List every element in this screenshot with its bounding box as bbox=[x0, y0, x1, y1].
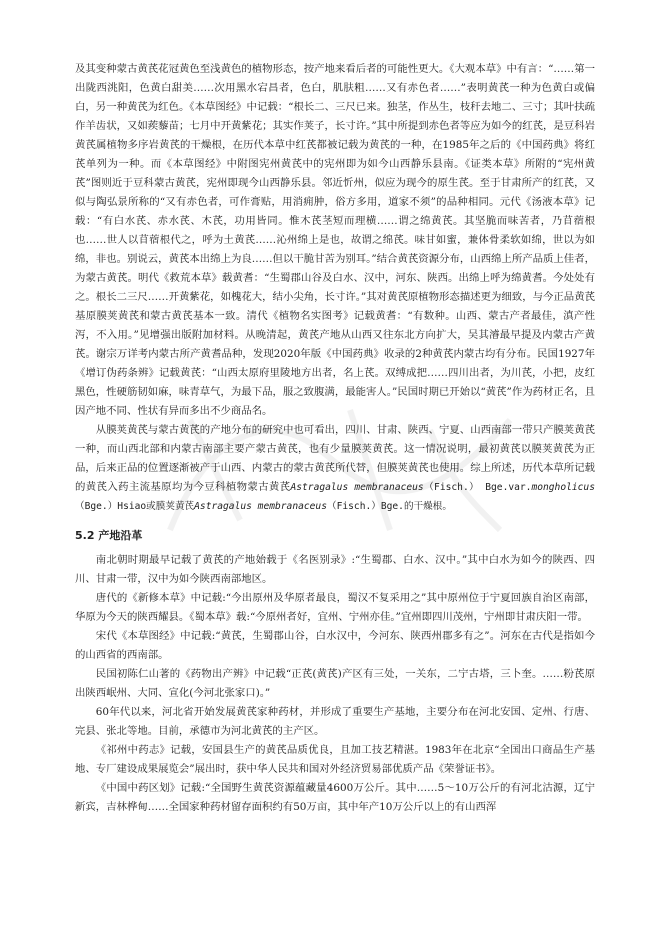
latin-name-2: mongholicus bbox=[531, 482, 595, 493]
paragraph-species-conclusion bbox=[75, 421, 595, 516]
latin-name-1: Astragalus membranaceus bbox=[290, 482, 424, 493]
paragraph-qizhou: 《祁州中药志》记载，安国县生产的黄芪品质优良，且加工技艺精湛。1983年在北京“全国出口商品生产基地、专厂建设成果展览会”展出时，获中华人民共和国对外经济贸易部优质产品《荣誉证书》。 bbox=[75, 744, 595, 775]
section-heading: 5.2 产地沿革 bbox=[75, 529, 143, 542]
paragraph-1960s: 60年代以来，河北省开始发展黄芪家种药材，并形成了重要生产基地，主要分布在河北安国、定州、行唐、完县、张北等地。目前，承德市为河北黄芪的主产区。 bbox=[75, 706, 595, 737]
paragraph-song: 宋代《本草图经》中记载:“黄芪，生蜀郡山谷，白水汉中，今河东、陕西州郡多有之”。河东在古代是指如今的山西省的西南部。 bbox=[75, 630, 595, 661]
paragraph-republic: 民国初陈仁山著的《药物出产辨》中记载“正芪(黄芪)产区有三处，一关东，二宁古塔，三卜奎。……粉芪原出陕西岷州、大同、宣化(今河北张家口)。” bbox=[75, 668, 595, 699]
species-text-before: 从膜荚黄芪与蒙古黄芪的产地分布的研究中也可看出，四川、甘肃、陕西、宁夏、山西南部一带只产膜荚黄芪一种，而山西北部和内蒙古南部主要产蒙古黄芪，也有少量膜荚黄芪。这一情况说明，最初黄芪以膜荚黄芪为正品，后来正品的位置逐渐被产于山西、内蒙古的蒙古黄芪所代替，但膜荚黄芪也使用。综上所述，历代本草所记载的黄芪入药主流基原均为今豆科植物蒙古黄芪 bbox=[75, 424, 595, 493]
body-text bbox=[75, 60, 595, 817]
species-text-mid-2: （Bge.）Hsiao或膜荚黄芪 bbox=[75, 501, 195, 512]
latin-name-3: Astragalus membranaceus bbox=[194, 501, 327, 512]
paragraph-southern-northern: 南北朝时期最早记载了黄芪的产地始载于《名医别录》:“生蜀郡、白水、汉中。”其中白水为如今的陕西、四川、甘肃一带，汉中为如今陕西南部地区。 bbox=[75, 554, 595, 585]
paragraph-tang: 唐代的《新修本草》中记载:“今出原州及华原者最良，蜀汉不复采用之”其中原州位于宁夏回族自治区南部，华原为今天的陕西耀县。《蜀本草》载:“今原州者好，宜州、宁州亦佳。”宜州即四川茂州，宁州即甘肃庆阳一带。 bbox=[75, 592, 595, 623]
species-text-mid-1: （Fisch.） Bge.var. bbox=[423, 482, 532, 493]
paragraph-origin-history: 及其变种蒙古黄芪花冠黄色至浅黄色的植物形态，按产地来看后者的可能性更大。《大观本草》中有言：“……第一出陇西洮阳，色黄白甜美……次用黑水宕昌者，色白，肌肤粗……又有赤色者……”表明黄芪一种为色黄白或偏白，另一种黄芪为红色。《本草图经》中记载：“根长二、三尺已来。独茎，作丛生，枝秆去地二、三寸；其叶扶疏作羊齿状，又如蒺藜苗；七月中开黄紫花；其实作荚子，长寸许。”其中所提到赤色者等应为如今的红芪，是豆科岩黄芪属植物多序岩黄芪的干燥根，在历代本草中红芪都被记载为黄芪的一种，在1985年之后的《中国药典》将红芪单列为一种。而《本草图经》中附图宪州黄芪中的宪州即为如今山西静乐县南。《证类本草》所附的“宪州黄芪”图则近于豆科蒙古黄芪，宪州即现今山西静乐县。邻近忻州，似应为现今的原生芪。至于甘肃所产的红芪，又似与陶弘景所称的“又有赤色者，可作膏贴，用消痈肿，俗方多用，道家不须”的品种相同。元代《汤液本草》记载：“有白水芪、赤水芪、木芪，功用皆同。惟木芪茎短而理横……谓之绵黄芪。其坚脆而味苦者，乃苜蓿根也……世人以苜蓿根代之，呼为土黄芪……沁州绵上是也，故谓之绵芪。味甘如蜜，兼体骨柔软如绵，世以为如绵，非也。别说云，黄芪本出绵上为良……但以干脆甘苦为别耳。”结合黄芪资源分布，山西绵上所产品质上佳者，为蒙古黄芪。明代《救荒本草》载黄耆：“生蜀郡山谷及白水、汉中，河东、陕西。出绵上呼为绵黄耆。今处处有之。根长二三尺……开黄紫花，如槐花大，结小尖角，长寸许。”其对黄芪原植物形态描述更为细致，与今正品黄芪基原膜荚黄芪和蒙古黄芪基本一致。清代《植物名实图考》记载黄耆：“有数种。山西、蒙古产者最佳，滇产性泻，不入用。”见增强出版附加材料。从晚清起，黄芪产地从山西又往东北方向扩大，吴其濬最早提及内蒙古产黄芪。谢宗万详考内蒙古所产黄耆品种，发现2020年版《中国药典》收录的2种黄芪内蒙古均有分布。民国1927年《增订伪药条辨》记载黄芪：“山西太原府里陵地方出者，名上芪。双缚成把……四川出者，为川芪，小把，皮红黑色，性硬筋韧如麻，味青草气，为最下品，服之致腹满，最能害人。”民国时期已开始以“黄芪”作为药材正名，且因产地不同、性状有异而多出不少商品名。 bbox=[75, 63, 595, 417]
paragraph-regionalization: 《中国中药区划》记载:“全国野生黄芪资源蕴藏量4600万公斤。其中……5～10万公斤的有河北沽源，辽宁新宾，吉林桦甸……全国家种药材留存面积约有50万亩，其中年产10万公斤以上的有山西浑 bbox=[75, 782, 595, 813]
species-text-after: （Fisch.）Bge.的干燥根。 bbox=[327, 501, 452, 512]
